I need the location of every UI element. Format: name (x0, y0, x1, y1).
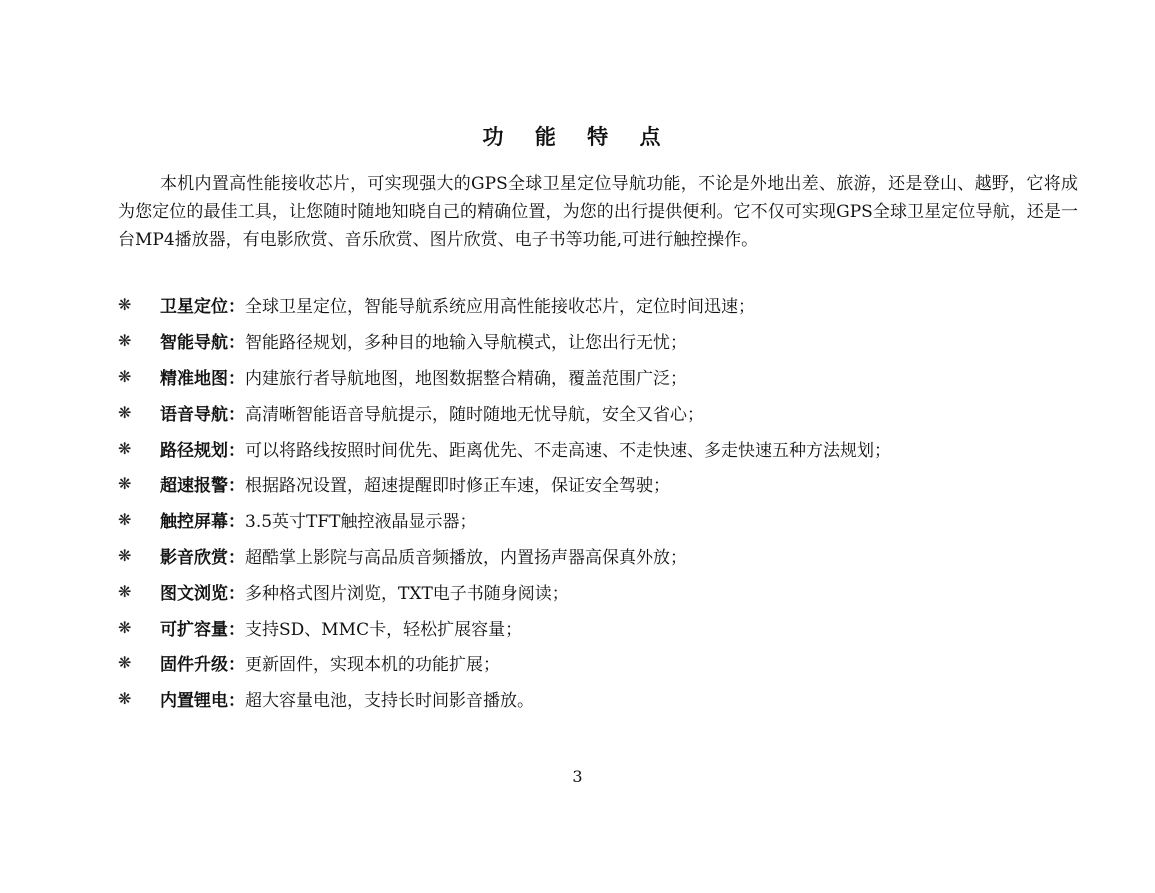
feature-name: 精准地图： (160, 368, 245, 389)
feature-description: 可以将路线按照时间优先、距离优先、不走高速、不走快速、多走快速五种方法规划； (245, 440, 891, 461)
feature-description: 智能路径规划，多种目的地输入导航模式，让您出行无忧； (245, 333, 687, 354)
flower-bullet-icon: ❋ (118, 653, 132, 673)
feature-name: 卫星定位： (160, 297, 245, 318)
feature-item (118, 681, 1078, 717)
flower-bullet-icon: ❋ (118, 689, 132, 709)
feature-item (118, 502, 1078, 538)
flower-bullet-icon: ❋ (118, 402, 132, 422)
feature-item (118, 538, 1078, 574)
feature-name: 语音导航： (160, 404, 245, 425)
feature-name: 固件升级： (160, 655, 245, 676)
feature-item (118, 609, 1078, 645)
page-title: 功 能 特 点 (482, 125, 673, 149)
feature-item (118, 359, 1078, 395)
flower-bullet-icon: ❋ (118, 510, 132, 530)
feature-name: 图文浏览： (160, 583, 245, 604)
feature-name: 可扩容量： (160, 619, 245, 640)
flower-bullet-icon: ❋ (118, 366, 132, 386)
feature-item (118, 573, 1078, 609)
feature-description: 根据路况设置，超速提醒即时修正车速，保证安全驾驶； (245, 476, 670, 497)
feature-list (118, 287, 1078, 717)
feature-name: 内置锂电： (160, 691, 245, 712)
flower-bullet-icon: ❋ (118, 331, 132, 351)
feature-description: 内建旅行者导航地图，地图数据整合精确，覆盖范围广泛； (245, 368, 687, 389)
feature-item (118, 394, 1078, 430)
feature-description: 多种格式图片浏览，TXT电子书随身阅读； (245, 583, 569, 604)
feature-description: 3.5英寸TFT触控液晶显示器； (245, 512, 477, 533)
page-number: 3 (572, 767, 583, 786)
flower-bullet-icon: ❋ (118, 438, 132, 458)
feature-description: 支持SD、MMC卡，轻松扩展容量； (245, 619, 523, 640)
intro-paragraph: 本机内置高性能接收芯片，可实现强大的GPS全球卫星定位导航功能，不论是外地出差、旅游，还是登山、越野，它将成为您定位的最佳工具，让您随时随地知晓自己的精确位置，为您的出行提供便利。它不仅可实现GPS全球卫星定位导航，还是一台MP4播放器，有电影欣赏、音乐欣赏、图片欣赏、电子书等功能,可进行触控操作。 (118, 174, 1078, 250)
feature-item (118, 287, 1078, 323)
feature-item (118, 645, 1078, 681)
flower-bullet-icon: ❋ (118, 295, 132, 315)
flower-bullet-icon: ❋ (118, 545, 132, 565)
feature-name: 影音欣赏： (160, 547, 245, 568)
flower-bullet-icon: ❋ (118, 474, 132, 494)
feature-name: 超速报警： (160, 476, 245, 497)
feature-item (118, 466, 1078, 502)
feature-name: 路径规划： (160, 440, 245, 461)
feature-description: 全球卫星定位，智能导航系统应用高性能接收芯片，定位时间迅速； (245, 297, 755, 318)
flower-bullet-icon: ❋ (118, 617, 132, 637)
feature-description: 超大容量电池，支持长时间影音播放。 (245, 691, 534, 712)
feature-item (118, 323, 1078, 359)
feature-name: 智能导航： (160, 333, 245, 354)
feature-description: 更新固件，实现本机的功能扩展； (245, 655, 500, 676)
feature-description: 高清晰智能语音导航提示，随时随地无忧导航，安全又省心； (245, 404, 704, 425)
flower-bullet-icon: ❋ (118, 581, 132, 601)
feature-name: 触控屏幕： (160, 512, 245, 533)
feature-description: 超酷掌上影院与高品质音频播放，内置扬声器高保真外放； (245, 547, 687, 568)
feature-item (118, 430, 1078, 466)
